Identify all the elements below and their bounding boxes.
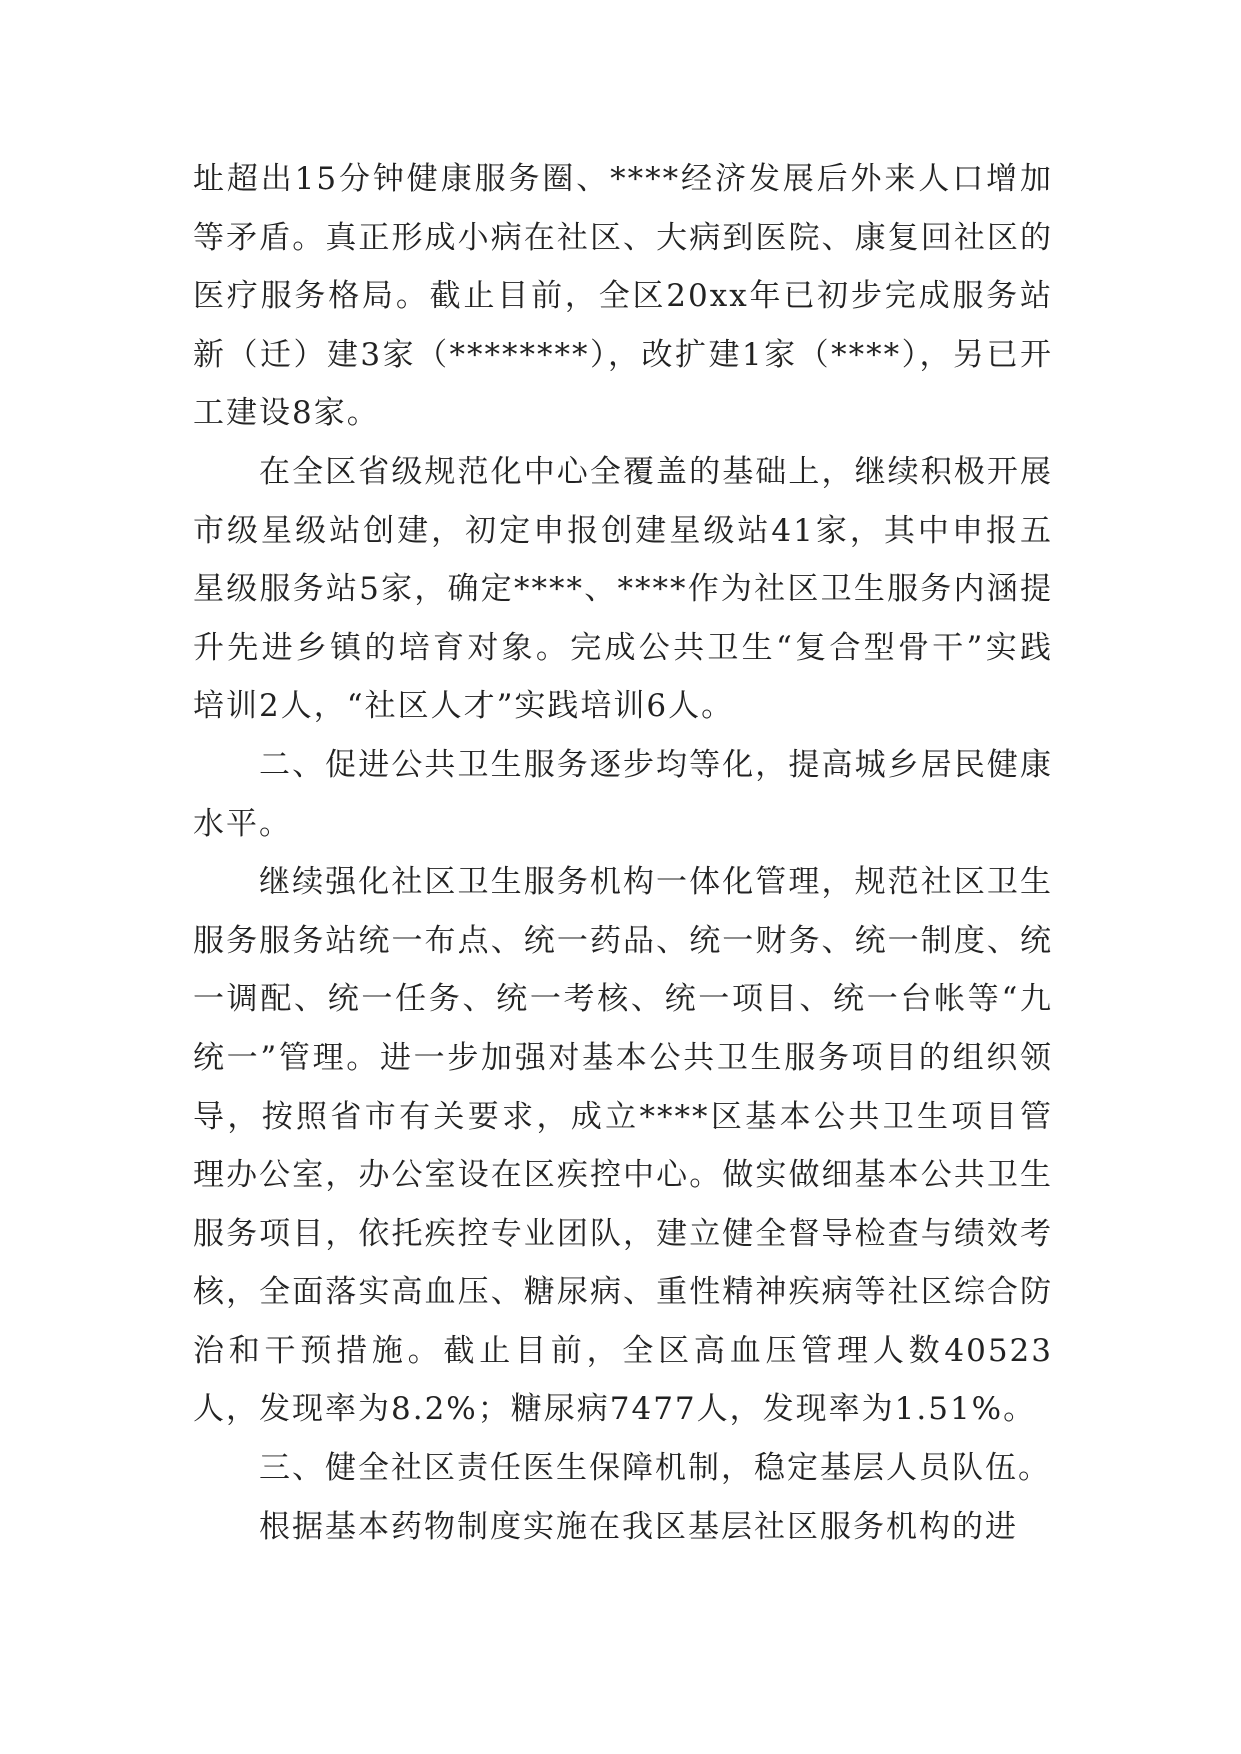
- paragraph-basic-drugs: 根据基本药物制度实施在我区基层社区服务机构的进: [259, 1508, 1018, 1545]
- section-heading-two: 二、促进公共卫生服务逐步均等化，提高城乡居民健康水平。: [193, 746, 1053, 842]
- paragraph-star-station: 在全区省级规范化中心全覆盖的基础上，继续积极开展市级星级站创建，初定申报创建星级站41家，其中申报五星级服务站5家，确定****、****作为社区卫生服务内涵提升先进乡镇的培育对象。完成公共卫生“复合型骨干”实践培训2人，“社区人才”实践培训6人。: [193, 453, 1053, 725]
- section-heading-three: 三、健全社区责任医生保障机制，稳定基层人员队伍。: [259, 1450, 1051, 1487]
- document-body: [193, 150, 1053, 1556]
- paragraph-continuation: 址超出15分钟健康服务圈、****经济发展后外来人口增加等矛盾。真正形成小病在社区、大病到医院、康复回社区的医疗服务格局。截止目前，全区20xx年已初步完成服务站新（迁）建3家（********），改扩建1家（****），另已开工建设8家。: [193, 161, 1053, 432]
- paragraph-integrated-management: 继续强化社区卫生服务机构一体化管理，规范社区卫生服务服务站统一布点、统一药品、统一财务、统一制度、统一调配、统一任务、统一考核、统一项目、统一台帐等“九统一”管理。进一步加强对基本公共卫生服务项目的组织领导，按照省市有关要求，成立****区基本公共卫生项目管理办公室，办公室设在区疾控中心。做实做细基本公共卫生服务项目，依托疾控专业团队，建立健全督导检查与绩效考核，全面落实高血压、糖尿病、重性精神疾病等社区综合防治和干预措施。截止目前，全区高血压管理人数40523人，发现率为8.2%；糖尿病7477人，发现率为1.51%。: [193, 864, 1053, 1428]
